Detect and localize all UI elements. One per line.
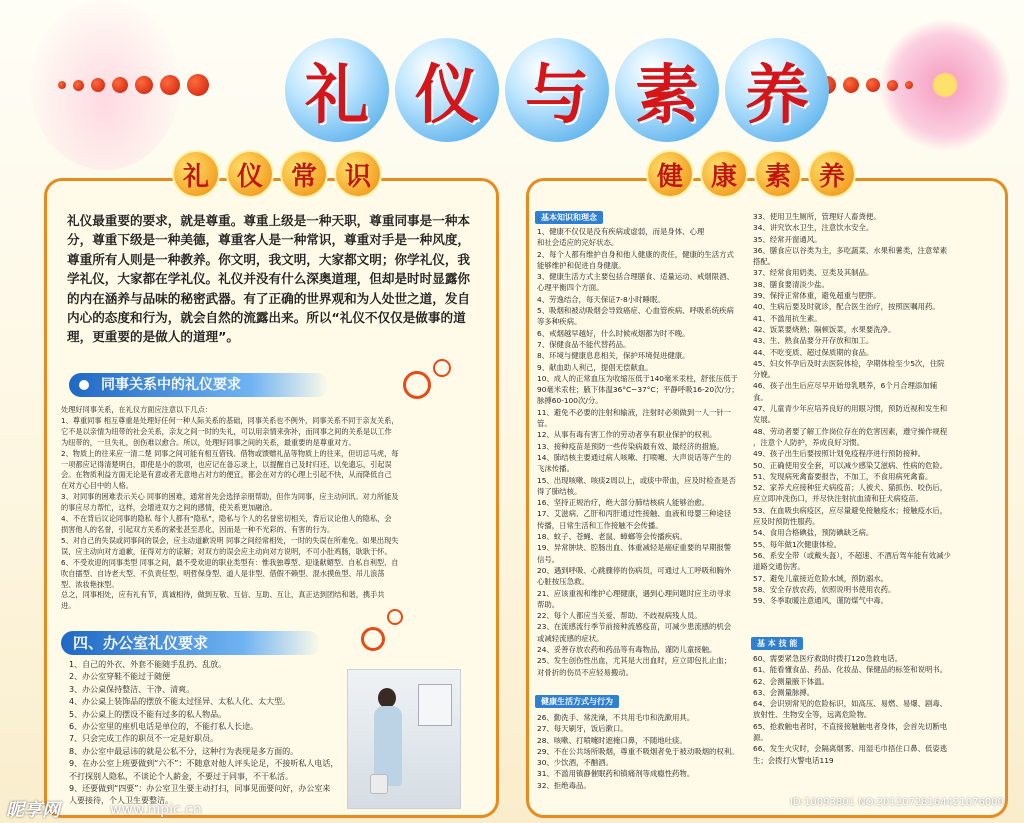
list-item: 6、办公室里的座机电话是单位的，不能打私人长途。 <box>69 722 259 732</box>
list-item: 放射性、生物安全等，远离危险物。 <box>753 710 872 720</box>
list-item: 57、避免儿童接近危险水域，预防溺水。 <box>753 573 889 583</box>
list-item: 的事应尽力帮忙，这样，会增进双方之间的感情，使关系更加融洽。 <box>61 503 277 513</box>
list-item: 一项都应记得清楚明白，即使是小的款项，也应记在备忘录上，以提醒自己及时归还，以免遗忘，引起误 <box>61 459 392 469</box>
list-item: 为纽带的，一旦失礼，创伤难以愈合。所以，处理好同事之间的关系，最重要的是尊重对方。 <box>61 437 356 447</box>
list-item: 进。 <box>61 601 76 611</box>
list-item: 38、膳食要清淡少盐。 <box>753 279 829 289</box>
list-item: 8、办公室中最忌讳的就是公私不分，这种行为表现是多方面的。 <box>69 746 299 756</box>
subtitle-char: 素 <box>754 150 802 198</box>
list-item: 40、生病后要及时就诊，配合医生治疗，按照医嘱用药。 <box>753 302 940 312</box>
list-item: 45、妇女怀孕后及时去医院体检，孕期体检至少5次，住院 <box>753 358 945 368</box>
ring-decoration <box>433 359 451 377</box>
office-woman-photo <box>347 669 461 809</box>
list-item: 27、每天刷牙，饭后漱口。 <box>537 724 628 734</box>
list-item: 6、戒烟越早越好，什么时候戒烟都为时不晚。 <box>537 328 690 338</box>
list-item: 3、办公桌保持整洁、干净、清爽。 <box>69 684 195 694</box>
list-item: ，注意个人防护，养成良好习惯。 <box>753 437 864 447</box>
list-item: 50、正确使用安全套，可以减少感染艾滋病、性病的危险。 <box>753 460 948 470</box>
knowledge-list <box>537 226 747 678</box>
list-item: 90毫米汞柱；腋下体温36°C~37°C；平静呼吸16-20次/分； <box>537 385 739 395</box>
list-item: 2、物质上的往来应一清二楚 同事之间可能有相互借钱、借物或馈赠礼品等物质上的往来，但切忌马虎，每 <box>61 448 399 458</box>
list-item: 19、异常肿块、腔肠出血、体重减轻是癌症重要的早期报警 <box>537 543 732 553</box>
list-item: 60、需要紧急医疗救助时拨打120急救电话。 <box>753 654 903 663</box>
list-item: 64、会识别常见的危险标识，如高压、易燃、易爆、剧毒、 <box>753 699 948 709</box>
list-item: 等多种疾病。 <box>537 317 582 327</box>
block-lifestyle-title: 健康生活方式与行为 <box>535 695 619 708</box>
watermark-logo: 昵享网 <box>6 800 60 821</box>
list-item: 24、妥善存放农药和药品等有毒物品，谨防儿童接触。 <box>537 644 717 654</box>
list-item: 或减轻流感的症状。 <box>537 633 604 643</box>
list-item: 5、对自己的失误或同事间的误会，应主动道歉说明 同事之间经常相处，一时的失误在所难免。如果出现失 <box>61 535 399 545</box>
title-char: 养 <box>725 38 829 142</box>
title-char: 素 <box>615 38 719 142</box>
list-item: 41、不滥用抗生素。 <box>753 313 822 323</box>
health-list-continued <box>753 211 1003 606</box>
list-item: 对骨折的伤员不应轻易搬动。 <box>537 667 634 677</box>
subtitle-char: 识 <box>334 150 382 198</box>
list-item: 帮助。 <box>537 599 560 609</box>
list-item: 25、发生创伤性出血，尤其是大出血时，应立即包扎止血； <box>537 656 732 666</box>
list-item: 18、蚊子、苍蝇、老鼠、蟑螂等会传播疾病。 <box>537 532 687 542</box>
bullet-icon <box>79 380 89 390</box>
list-item: 5、吸烟和被动吸烟会导致癌症、心血管疾病、呼吸系统疾病 <box>537 306 734 316</box>
subtitle-char: 仪 <box>226 150 274 198</box>
list-item: 32、拒绝毒品。 <box>537 780 591 790</box>
list-item: 心理平衡四个方面。 <box>537 283 604 293</box>
list-item: 9、还要做到“四要”：办公室卫生要主动打扫，同事见面要问好，办公室来 <box>69 784 331 794</box>
list-item: 4、劳逸结合，每天保证7-8小时睡眠。 <box>537 294 665 304</box>
list-item: 飞沫传播。 <box>537 464 574 474</box>
list-item: 14、肺结核主要通过病人咳嗽、打喷嚏、大声说话等产生的 <box>537 452 732 462</box>
list-item: 63、会测量脉搏。 <box>753 687 815 697</box>
ring-decoration <box>403 371 431 399</box>
list-item: 道路交通伤害。 <box>753 562 805 572</box>
list-item: 4、办公桌上装饰品的摆放不能太过怪异、太私人化、太大型。 <box>69 697 291 707</box>
list-item: 48、劳动者要了解工作岗位存在的危害因素，遵守操作规程 <box>753 426 948 436</box>
subtitle-char: 养 <box>808 150 856 198</box>
list-item: 10、成人的正常血压为收缩压低于140毫米汞柱，舒张压低于 <box>537 373 738 383</box>
left-dot-row <box>58 74 209 96</box>
list-item: 9、在办公室上班要做到“六不”：不随意对他人评头论足，不接听私人电话， <box>69 759 339 769</box>
list-item: 处理好同事关系，在礼仪方面应注意以下几点： <box>61 405 212 414</box>
list-item: 16、坚持正规治疗，绝大部分肺结核病人能够治愈。 <box>537 498 710 508</box>
list-item: 9、献血助人利己，提倡无偿献血。 <box>537 362 653 372</box>
list-item: 1、健康不仅仅是没有疾病或虚弱，而是身体、心理 <box>537 227 705 236</box>
list-item: 23、在流感流行季节前接种流感疫苗，可减少患流感的机会 <box>537 622 732 632</box>
watermark-url: www.nipic.cn <box>110 802 202 818</box>
list-item: 11、避免不必要的注射和输液，注射时必须做到一人一针一 <box>537 407 732 417</box>
etiquette-subtitle <box>172 150 382 198</box>
list-item: 能够维护和促进自身健康。 <box>537 260 626 270</box>
main-title <box>285 38 829 142</box>
list-item: 51、发现病死禽畜要报告，不加工，不食用病死禽畜。 <box>753 471 933 481</box>
list-item: 8、环境与健康息息相关，保护环境促进健康。 <box>537 351 690 361</box>
list-item: 7、只会完成工作的职员不一定是好职员。 <box>69 734 219 744</box>
list-item: 54、食用合格碘盐，预防碘缺乏病。 <box>753 528 874 538</box>
list-item: 脉搏60-100次/分。 <box>537 396 603 406</box>
list-item: 65、抢救触电者时，不直接接触触电者身体，会首先切断电 <box>753 721 948 731</box>
list-item: 44、不吃变质、超过保质期的食品。 <box>753 347 874 357</box>
section-coworker-title: 同事关系中的礼仪要求 <box>101 377 241 393</box>
watermark-id: ID:10093801 NO:20120728164421076000 <box>790 797 1004 808</box>
list-item: 1、自己的外衣、外套不能随手乱扔、乱放。 <box>69 660 227 669</box>
list-item: 37、经常食用奶类、豆类及其制品。 <box>753 268 874 278</box>
list-item: 7、保健食品不能代替药品。 <box>537 339 631 349</box>
list-item: 30、少饮酒，不酗酒。 <box>537 758 613 768</box>
list-item: 生；会拨打火警电话119 <box>753 755 834 765</box>
section-coworker-heading <box>69 373 329 397</box>
list-item: 53、在血吸虫病疫区，应尽量避免接触疫水；接触疫水后， <box>753 505 948 515</box>
list-item: 发展。 <box>753 415 776 425</box>
list-item: 22、每个人都应当关爱、帮助、不歧视病残人员。 <box>537 611 702 621</box>
list-item: 管。 <box>537 419 552 429</box>
list-item: 信号。 <box>537 554 560 564</box>
list-item: 传播，日常生活和工作接触不会传播。 <box>537 520 663 530</box>
health-panel <box>526 178 1008 818</box>
list-item: 会。在物质利益方面无论是有意或者无意地占对方的便宜，都会在对方的心理上引起不快，从而降低自己 <box>61 470 392 480</box>
list-item: 29、不在公共场所吸烟，尊重不吸烟者免于被动吸烟的权利。 <box>537 746 739 756</box>
list-item: 型、浓妆艳抹型。 <box>61 579 119 589</box>
list-item: 应及时预防性服药。 <box>753 517 820 527</box>
list-item: 56、系安全带（或戴头盔），不超速、不酒后驾车能有效减少 <box>753 550 951 560</box>
subtitle-char: 健 <box>646 150 694 198</box>
list-item: 49、孩子出生后要按照计划免疫程序进行预防接种。 <box>753 449 926 459</box>
list-item: 43、生、熟食品要分开存放和加工。 <box>753 336 874 346</box>
list-item: 得了肺结核。 <box>537 486 582 496</box>
list-item: 误，应主动向对方道歉，征得对方的谅解；对双方的误会应主动向对方说明，不可小肚鸡肠，耿耿于怀。 <box>61 546 392 556</box>
title-char: 礼 <box>285 38 389 142</box>
intro-paragraph: 礼仪最重要的要求，就是尊重。尊重上级是一种天职，尊重同事是一种本分，尊重下级是一种美德，尊重客人是一种常识，尊重对手是一种风度，尊重所有人则是一种教养。你文明，我文明，大家都文明；你学礼仪，我学礼仪，大家都在学礼仪。礼仪并没有什么深奥道理，但却是时时显露你的内在涵养与品味的秘密武器。有了正确的世界观和为人处世之道，发自内心的态度和行为，就会自然的流露出来。所以“礼仪不仅仅是做事的道理，更重要的是做人的道理”。 <box>67 213 470 345</box>
section-office-heading <box>61 631 321 655</box>
ring-decoration <box>361 627 385 651</box>
list-item: 59、冬季取暖注意通风，谨防煤气中毒。 <box>753 596 889 606</box>
title-char: 与 <box>505 38 609 142</box>
list-item: 食。 <box>753 392 768 402</box>
list-item: 应立即冲洗伤口，并尽快注射抗血清和狂犬病疫苗。 <box>753 494 923 504</box>
list-item: 1、尊重同事 相互尊重是处理好任何一种人际关系的基础，同事关系也不例外，同事关系不同于亲友关系， <box>61 415 399 425</box>
subtitle-char: 常 <box>280 150 328 198</box>
list-item: 28、咳嗽、打喷嚏时遮掩口鼻，不随地吐痰。 <box>537 735 687 745</box>
list-item: 17、艾滋病、乙肝和丙肝通过性接触、血液和母婴三种途径 <box>537 509 732 519</box>
list-item: 源。 <box>753 733 768 743</box>
list-item: 36、膳食应以谷类为主，多吃蔬菜、水果和薯类，注意荤素 <box>753 245 948 255</box>
block-knowledge-title: 基本知识和理念 <box>535 211 603 224</box>
list-item: 66、发生火灾时，会隔离烟雾、用湿毛巾捂住口鼻、低姿逃 <box>753 744 948 754</box>
list-item: 不打探别人隐私，不谈论个人薪金，不要过于同事，不干私活。 <box>69 771 293 781</box>
subtitle-char: 康 <box>700 150 748 198</box>
list-item: 损害他人的名誉，引起双方关系的紧张甚至恶化，因而是一种不光彩的、有害的行为。 <box>61 524 335 534</box>
list-item: 搭配。 <box>753 257 776 267</box>
list-item: 47、儿童青少年应培养良好的用眼习惯，预防近视和发生和 <box>753 404 948 414</box>
list-item: 总之，同事相处，应有礼有节，真诚相待，做到互敬、互信、互助、互让，真正达到团结和谐，携手共 <box>61 590 385 600</box>
health-subtitle <box>646 150 856 198</box>
list-item: 2、每个人都有维护自身和他人健康的责任，健康的生活方式 <box>537 249 734 259</box>
list-item: 62、会测量腋下体温。 <box>753 676 829 686</box>
list-item: 52、家养犬应接种狂犬病疫苗；人被犬、猫抓伤、咬伤后， <box>753 483 948 493</box>
title-char: 仪 <box>395 38 499 142</box>
list-item: 6、不受欢迎的同事类型 同事之间，最不受欢迎的职业类型有：惟我独尊型、迎逢献媚型、自私自利型、自 <box>61 557 399 567</box>
lifestyle-list <box>537 712 747 791</box>
list-item: 35、经常开窗通风。 <box>753 234 822 244</box>
list-item: 39、保持正常体重，避免超重与肥胖。 <box>753 291 881 301</box>
list-item: 和社会适应的完好状态。 <box>537 238 619 248</box>
list-item: 3、健康生活方式主要包括合理膳食、适量运动、戒烟限酒、 <box>537 272 734 282</box>
list-item: 26、勤洗手、常洗澡，不共用毛巾和洗漱用具。 <box>537 713 695 722</box>
list-item: 42、饭菜要烧熟；隔顿饭菜，水果要洗净。 <box>753 324 896 334</box>
list-item: 5、办公桌上的摆设不能有过多的私人物品。 <box>69 709 227 719</box>
list-item: 61、能看懂食品、药品、化妆品、保健品的标签和说明书。 <box>753 665 948 675</box>
list-item: 58、安全存放农药，依照说明书使用农药。 <box>753 584 896 594</box>
list-item: 55、每年做1次健康体检。 <box>753 539 842 549</box>
etiquette-panel <box>44 178 499 818</box>
block-skills-title: 基 本 技 能 <box>751 637 803 650</box>
list-item: 分娩。 <box>753 370 776 380</box>
list-item: 34、讲究饮水卫生，注意饮水安全。 <box>753 223 874 233</box>
list-item: 15、出现咳嗽、咳痰2周以上，或痰中带血，应及时检查是否 <box>537 475 736 485</box>
list-item: 2、办公室穿鞋不能过于随便 <box>69 672 171 682</box>
list-item: 33、使用卫生厕所，管理好人畜粪便。 <box>753 212 881 221</box>
coworker-rules-text <box>61 405 486 612</box>
list-item: 人要接待，个人卫生要整洁。 <box>69 796 173 806</box>
list-item: 13、接种疫苗是预防一些传染病最有效、最经济的措施。 <box>537 441 724 451</box>
list-item: 在对方心目中的人格。 <box>61 481 133 491</box>
list-item: 吹自擂型、自诗老大型、不负责任型、明哲保身型、道人是非型、借假不赖型、混水摸鱼型、吊儿浪荡 <box>61 568 385 578</box>
list-item: 20、遇到呼吸、心跳骤停的伤病员，可通过人工呼吸和胸外 <box>537 565 732 575</box>
list-item: 心脏按压急救。 <box>537 577 589 587</box>
list-item: 4、不在背后议论同事的隐私 每个人都有“隐私”，隐私与个人的名誉密切相关，背后议论他人的隐私，会 <box>61 514 392 524</box>
skills-list <box>753 653 1003 766</box>
list-item: 它不是以亲情为纽带的社会关系，亲友之间一时的失礼，可以用亲情来弥补，而同事之间的关系是以工作 <box>61 426 392 436</box>
list-item: 46、孩子出生后应尽早开始母乳喂养，6个月合理添加辅 <box>753 381 938 391</box>
list-item: 12、从事有毒有害工作的劳动者享有职业保护的权利。 <box>537 430 717 440</box>
subtitle-char: 礼 <box>172 150 220 198</box>
list-item: 3、对同事的困难表示关心 同事的困难，通常首先会选择亲朋帮助，但作为同事，应主动问讯。对力所能及 <box>61 492 399 502</box>
list-item: 31、不滥用镇静催眠药和镇痛剂等成瘾性药物。 <box>537 769 695 779</box>
section-office-title: 四、办公室礼仪要求 <box>73 634 209 652</box>
list-item: 21、应该重视和维护心理健康，遇到心理问题时应主动寻求 <box>537 588 732 598</box>
